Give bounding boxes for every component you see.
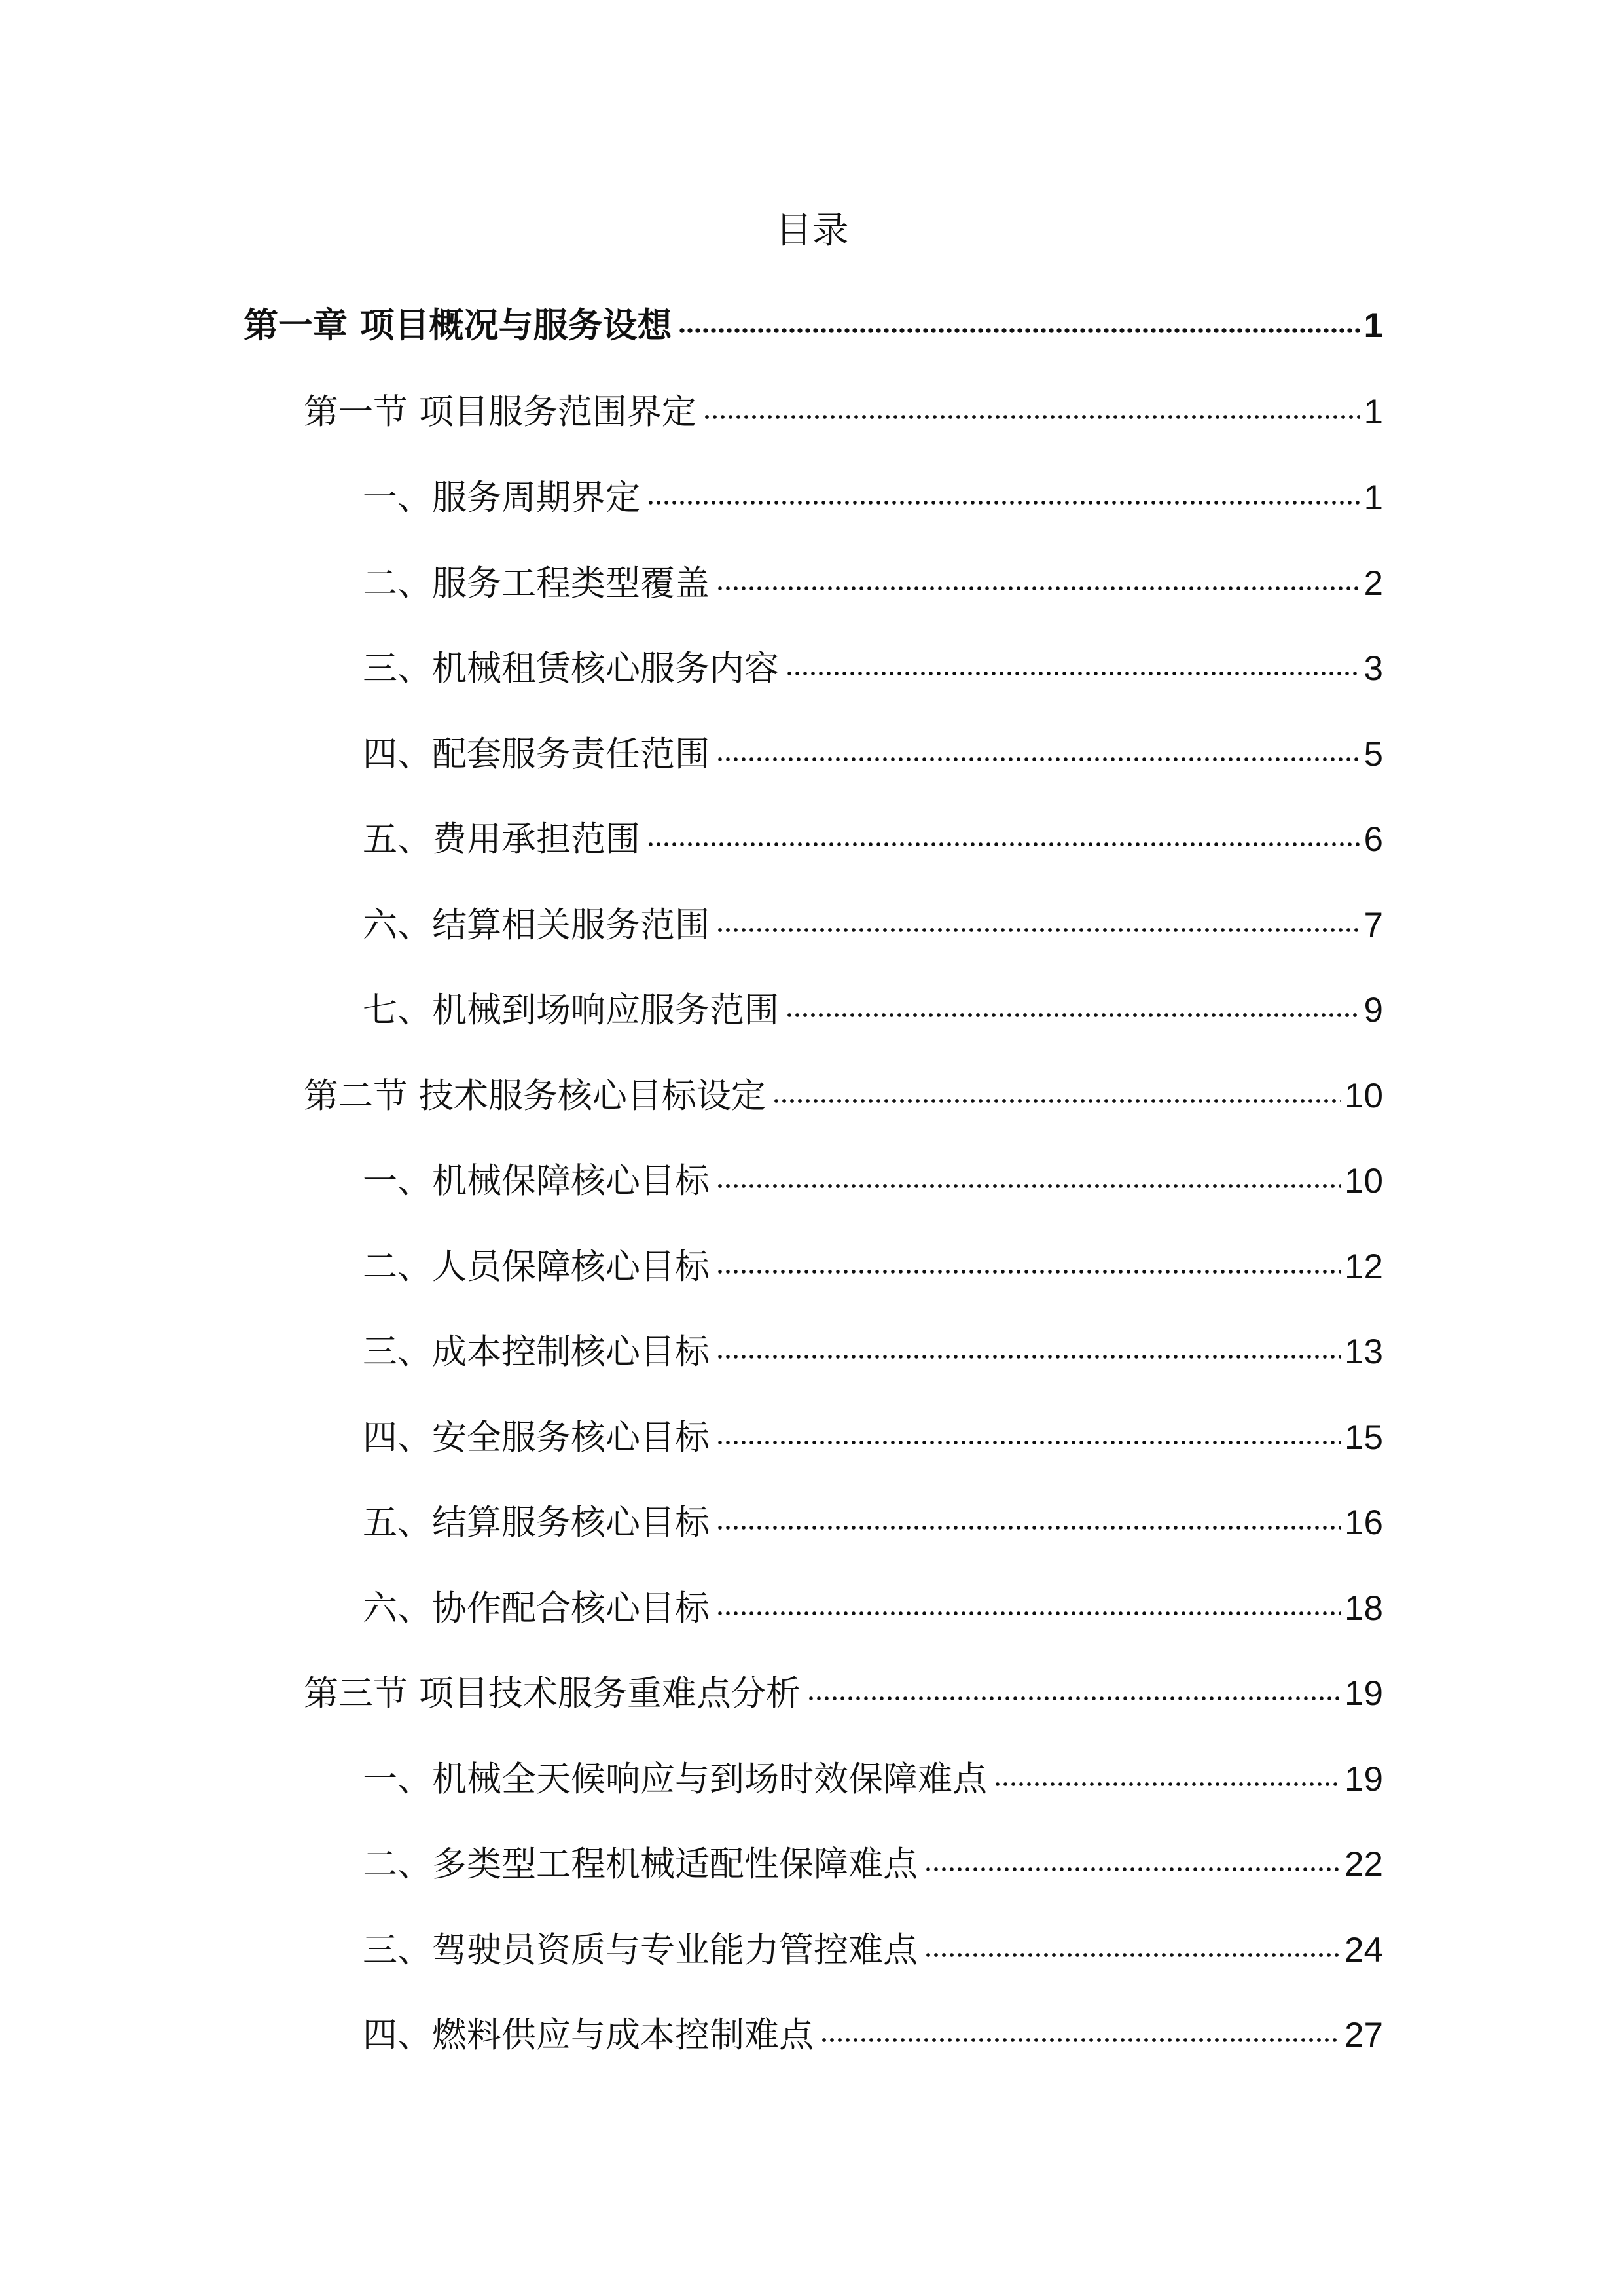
toc-dot-leader	[994, 1778, 1341, 1791]
toc-entry-item[interactable]	[363, 1839, 1383, 1891]
toc-page-number: 22	[1344, 1845, 1383, 1884]
toc-dot-leader	[716, 1265, 1341, 1278]
toc-entry-item[interactable]	[363, 728, 1383, 781]
toc-page-number: 15	[1344, 1418, 1383, 1457]
toc-page-number: 12	[1344, 1247, 1383, 1286]
toc-entry-item[interactable]	[363, 558, 1383, 610]
toc-entry-item[interactable]	[363, 1412, 1383, 1464]
toc-dot-leader	[807, 1692, 1341, 1705]
toc-label: 第三节 项目技术服务重难点分析	[304, 1674, 801, 1713]
toc-entry-section-2[interactable]	[304, 1070, 1383, 1122]
toc-label: 一、服务周期界定	[363, 478, 640, 518]
toc-entry-item[interactable]	[363, 1326, 1383, 1378]
toc-page-number: 10	[1344, 1162, 1383, 1200]
toc-dot-leader	[647, 496, 1360, 509]
toc-entry-item[interactable]	[363, 2009, 1383, 2062]
toc-label: 五、费用承担范围	[363, 819, 640, 859]
toc-page-number: 3	[1363, 649, 1383, 688]
toc-label: 二、服务工程类型覆盖	[363, 564, 710, 603]
toc-label: 六、协作配合核心目标	[363, 1588, 710, 1628]
toc-page-number: 16	[1344, 1503, 1383, 1542]
toc-page-number: 13	[1344, 1333, 1383, 1371]
toc-page-number: 6	[1363, 820, 1383, 859]
toc-entry-section-3[interactable]	[304, 1668, 1383, 1720]
toc-label: 二、人员保障核心目标	[363, 1247, 710, 1287]
toc-label: 七、机械到场响应服务范围	[363, 990, 779, 1030]
toc-entry-item[interactable]	[363, 814, 1383, 866]
toc-entry-item[interactable]	[363, 1924, 1383, 1977]
toc-entry-section-1[interactable]	[304, 386, 1383, 439]
toc-dot-leader	[716, 924, 1360, 937]
toc-dot-leader	[716, 1436, 1341, 1449]
toc-dot-leader	[703, 410, 1360, 423]
toc-dot-leader	[678, 324, 1360, 337]
toc-dot-leader	[716, 1350, 1341, 1363]
toc-page-number: 2	[1363, 564, 1383, 603]
toc-dot-leader	[772, 1094, 1341, 1107]
toc-entry-item[interactable]	[363, 472, 1383, 524]
toc-label: 一、机械全天候响应与到场时效保障难点	[363, 1759, 987, 1799]
toc-dot-leader	[716, 753, 1360, 766]
toc-entry-item[interactable]	[363, 1241, 1383, 1293]
toc-label: 六、结算相关服务范围	[363, 905, 710, 945]
toc-page-number: 1	[1363, 393, 1383, 431]
toc-dot-leader	[820, 2034, 1341, 2047]
toc-dot-leader	[924, 1948, 1341, 1962]
toc-dot-leader	[785, 667, 1360, 680]
toc-entry-item[interactable]	[363, 643, 1383, 695]
toc-label: 四、燃料供应与成本控制难点	[363, 2015, 814, 2055]
toc-label: 五、结算服务核心目标	[363, 1503, 710, 1543]
toc-entry-item[interactable]	[363, 1753, 1383, 1806]
toc-entry-item[interactable]	[363, 1497, 1383, 1549]
toc-label: 三、成本控制核心目标	[363, 1332, 710, 1372]
toc-dot-leader	[716, 1179, 1341, 1193]
toc-label: 第二节 技术服务核心目标设定	[304, 1076, 766, 1116]
toc-dot-leader	[716, 1521, 1341, 1534]
toc-entry-item[interactable]	[363, 984, 1383, 1037]
toc-page-number: 5	[1363, 735, 1383, 774]
toc-page-number: 1	[1363, 478, 1383, 517]
toc-entry-chapter-1[interactable]	[244, 300, 1383, 352]
toc-dot-leader	[785, 1009, 1360, 1022]
toc-page-number: 24	[1344, 1931, 1383, 1969]
toc-page-number: 19	[1344, 1760, 1383, 1799]
toc-label: 一、机械保障核心目标	[363, 1161, 710, 1201]
toc-label: 第一章 项目概况与服务设想	[244, 306, 672, 346]
toc-entry-item[interactable]	[363, 1583, 1383, 1635]
toc-label: 三、驾驶员资质与专业能力管控难点	[363, 1930, 918, 1970]
toc-label: 二、多类型工程机械适配性保障难点	[363, 1844, 918, 1884]
toc-dot-leader	[716, 1607, 1341, 1620]
toc-page-number: 27	[1344, 2016, 1383, 2054]
toc-page-number: 18	[1344, 1589, 1383, 1628]
toc-entry-item[interactable]	[363, 899, 1383, 952]
toc-label: 四、配套服务责任范围	[363, 734, 710, 774]
toc-dot-leader	[647, 838, 1360, 851]
toc-dot-leader	[716, 582, 1360, 595]
toc-label: 三、机械租赁核心服务内容	[363, 649, 779, 689]
page-title: 目录	[775, 209, 849, 252]
toc-page-number: 9	[1363, 991, 1383, 1030]
toc-page-number: 1	[1363, 306, 1383, 345]
toc-page-number: 19	[1344, 1674, 1383, 1713]
toc-page-number: 7	[1363, 906, 1383, 944]
toc-label: 四、安全服务核心目标	[363, 1418, 710, 1458]
toc-entry-item[interactable]	[363, 1155, 1383, 1208]
toc-page-number: 10	[1344, 1077, 1383, 1115]
toc-label: 第一节 项目服务范围界定	[304, 392, 696, 432]
toc-dot-leader	[924, 1863, 1341, 1876]
